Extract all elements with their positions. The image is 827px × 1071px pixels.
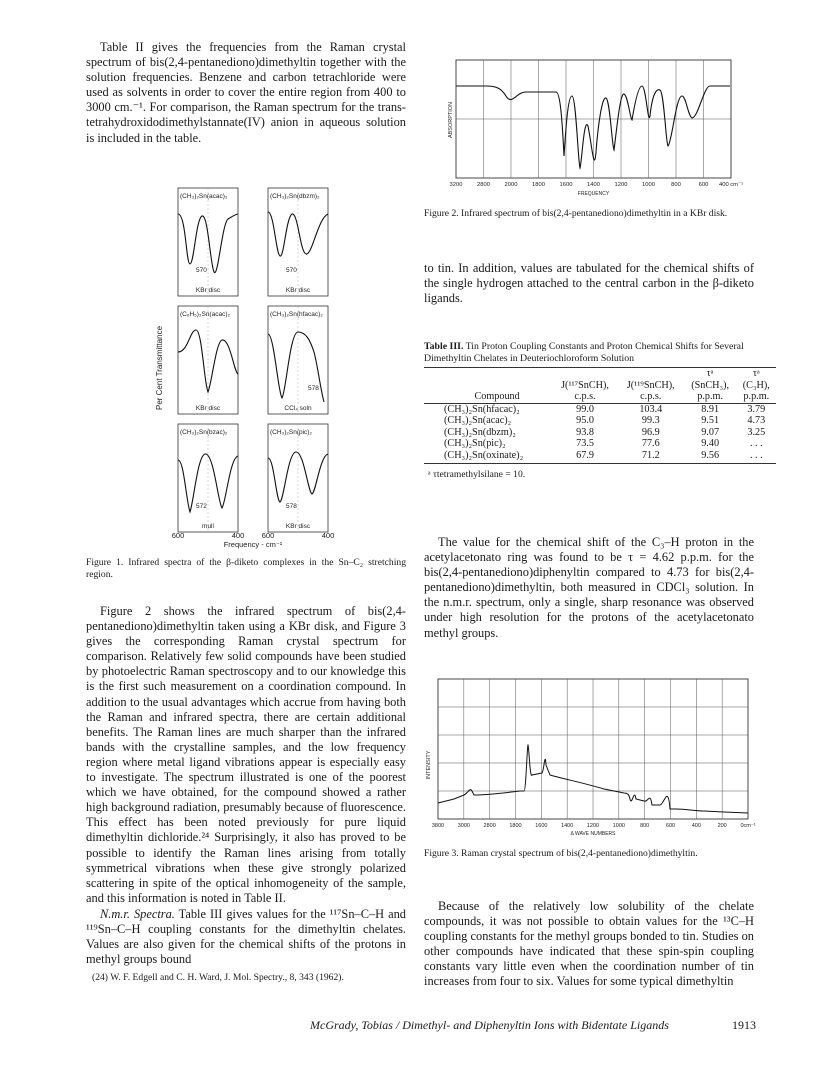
table-cell: 99.3	[641, 415, 660, 427]
figure-3-xtick: 2800	[483, 823, 496, 829]
table-3-footnote: ᵃ τtetramethylsilane = 10.	[428, 469, 526, 481]
figure-2-xtick: 1600	[559, 182, 573, 188]
figure-2-xtick: 2800	[477, 182, 490, 188]
table-cell: 93.8	[576, 426, 594, 438]
table-3-title: Table III. Tin Proton Coupling Constants and Proton Chemical Shifts for Several Dimethyltin Chelates in Deuteriochloroform Solution	[424, 341, 744, 364]
table-row	[424, 415, 776, 427]
figure-2-xtick: 1000	[642, 182, 655, 188]
spectrum-trace	[178, 214, 238, 273]
table-cell: . . .	[749, 449, 763, 461]
table-cell: (CH₃)₂Sn(dbzm)₂	[444, 426, 516, 438]
panel-medium-label: CCl₄ soln	[284, 405, 312, 412]
paragraph-chemical-shift: The value for the chemical shift of the C₃–H proton in the acetylacetonato ring was found to be τ = 4.62 p.p.m. for the bis(2,4-pentanediono)diphenyltin compared to 4.73 for bis(2,4-pentanediono)dimethyltin, both measured in CDCl₃ solution. In the n.m.r. spectrum, only a single, sharp resonance was observed under high resolution for the protons of the acetylacetonato methyl groups.	[424, 535, 754, 640]
table-cell: 8.91	[701, 403, 720, 415]
figure-2-caption: Figure 2. Infrared spectrum of bis(2,4-pentanediono)dimethyltin in a KBr disk.	[424, 208, 728, 219]
running-footer	[310, 1018, 756, 1033]
panel-medium-label: KBr disc	[195, 405, 221, 412]
figure-3-xtick: 3800	[431, 823, 445, 829]
figure-3-xtick: 3000	[457, 823, 470, 829]
figure-2-xlabel: FREQUENCY	[577, 191, 610, 197]
panel-compound-label: (CH₃)₂Sn(bzac)₂	[180, 429, 228, 436]
figure-2-xtick: 1400	[587, 182, 600, 188]
table-cell: (CH₃)₂Sn(oxinate)₂	[444, 449, 524, 461]
figure-2-xtick: 1800	[532, 182, 545, 188]
table-cell: 71.2	[641, 449, 660, 461]
figure-3-caption: Figure 3. Raman crystal spectrum of bis(2,4-pentanediono)dimethyltin.	[424, 848, 698, 859]
figure-3-xtick: 1000	[612, 823, 625, 829]
figure-2-xtick: 600	[698, 182, 709, 188]
table-cell: 77.6	[641, 438, 660, 450]
ir-panel	[268, 188, 328, 296]
figure-3-xtick: 200	[717, 823, 727, 829]
figure-1-ylabel: Per Cent Transmittance	[155, 325, 164, 411]
ir-panel	[178, 306, 238, 414]
paragraph-nmr: Table III gives values for the ¹¹⁷Sn–C–H and ¹¹⁹Sn–C–H coupling constants for the dimethyltin chelates. Values are also given for the chemical shifts of the protons in methyl groups bound	[86, 906, 407, 967]
figure-2	[446, 56, 743, 206]
paragraph-intro: Table II gives the frequencies from the Raman crystal spectrum of bis(2,4-pentanediono)dimethyltin together with the solution frequencies. Benzene and carbon tetrachloride were used as solvents in order to cover the entire region from 400 to 3000 cm.⁻¹. For comparison, the Raman spectrum for the trans-tetrahydroxidodimethylstannate(IV) anion in aqueous solution is included in the table.	[86, 40, 406, 145]
panel-compound-label: (CH₃)₂Sn(hfacac)₂	[270, 311, 323, 318]
figure-1-xtick: 600	[171, 531, 185, 540]
ir-panel	[268, 306, 328, 414]
table-cell: 67.9	[576, 449, 594, 461]
figure-1-xtick: 400	[231, 531, 245, 540]
panel-medium-label: KBr disc	[285, 287, 311, 294]
figure-2-xtick: 2000	[504, 182, 518, 188]
figure-3-xtick: 1600	[535, 823, 548, 829]
figure-3-xlabel: Δ WAVE NUMBERS	[570, 831, 616, 837]
nmr-heading: N.m.r. Spectra.	[100, 906, 175, 921]
panel-peak-label: 570	[196, 267, 207, 274]
table-cell: (CH₃)₂Sn(pic)₂	[444, 438, 506, 450]
paragraph-coupling: Because of the relatively low solubility of the chelate compounds, it was not possible to obtain values for the ¹³C–H coupling constants for the methyl groups bonded to tin. Studies on other compounds have indicated that these spin-spin coupling constants vary little even when the coordination number of tin increases from four to six. Values for some typical dimethyltin	[424, 899, 754, 989]
figure-3-ylabel: INTENSITY	[426, 750, 432, 780]
table-cell: 3.79	[747, 403, 766, 415]
figure-3-xtick: 600	[665, 823, 676, 829]
paragraph-central-carbon: to tin. In addition, values are tabulated for the chemical shifts of the single hydrogen attached to the central carbon in the β-diketo ligands.	[424, 261, 754, 306]
ir-panel	[268, 424, 328, 532]
table-3	[424, 341, 776, 480]
figure-3-xtick: 400	[691, 823, 701, 829]
table-cell: 3.25	[747, 426, 766, 438]
table-cell: 9.56	[701, 449, 720, 461]
table-cell: (CH₃)₂Sn(acac)₂	[444, 415, 512, 427]
reference-24: (24) W. F. Edgell and C. H. Ward, J. Mol. Spectry., 8, 343 (1962).	[92, 972, 344, 984]
panel-compound-label: (CH₃)₂Sn(dbzm)₂	[270, 193, 320, 200]
table-cell: 9.51	[701, 415, 720, 427]
figure-3-xtick: 0cm⁻¹	[740, 823, 756, 829]
figure-3-xtick: 1200	[586, 823, 600, 829]
table-cell: 99.0	[576, 403, 594, 415]
table-row	[424, 450, 776, 462]
table-3-col-j119: c.p.s.	[640, 391, 662, 403]
table-3-col-j117: c.p.s.	[574, 391, 596, 403]
spectrum-trace	[178, 454, 238, 512]
figure-1-xlabel: Frequency - cm⁻¹	[223, 540, 283, 549]
table-cell: 9.07	[701, 426, 720, 438]
table-cell: 73.5	[576, 438, 594, 450]
figure-1	[150, 188, 350, 548]
figure-3-plot	[424, 675, 756, 835]
running-head: McGrady, Tobias / Dimethyl- and Diphenyltin Ions with Bidentate Ligands	[310, 1018, 669, 1032]
table-cell: 9.40	[701, 438, 720, 450]
figure-1-xtick: 600	[261, 531, 275, 540]
table-cell: . . .	[749, 438, 763, 450]
table-cell: 96.9	[641, 426, 660, 438]
ir-panel	[178, 188, 238, 296]
table-3-grid: τᵃ τᵃ J(¹¹⁷SnCH), J(¹¹⁹SnCH), (SnCH₃), (C₃H), Compound c.p.s. c.p.s. p.p.m. p.p.m. (CH₃)₂Sn(hfacac)₂ 99.0 103.4 8.91 3.79 (CH₃)₂Sn(acac)₂ 95.0 99.3 9.51 4.73 (CH₃)₂Sn(dbzm)₂ 93.8 96.9 9.07 3.25 (CH₃)₂Sn(pic)₂ 73.5 77.6 9.40 . . . (CH₃)₂Sn(oxinate)₂ 67.9 71.2 9.56 . . .	[424, 367, 776, 461]
table-row	[424, 403, 776, 415]
table-3-col-tau-c3: p.p.m.	[743, 391, 770, 403]
panel-peak-label: 578	[286, 503, 297, 510]
panel-compound-label: (CH₃)₂Sn(acac)₂	[180, 193, 228, 200]
panel-compound-label: (C₆H₅)₂Sn(acac)₂	[180, 311, 231, 318]
panel-peak-label: 572	[196, 503, 207, 510]
figure-2-xtick: 1200	[614, 182, 628, 188]
figure-2-xtick: 400 cm⁻¹	[719, 182, 743, 188]
figure-3-xtick: 800	[640, 823, 650, 829]
table-3-col-tau-sn: p.p.m.	[697, 391, 723, 403]
paragraph-figure2-discussion: Figure 2 shows the infrared spectrum of bis(2,4-pentanediono)dimethyltin taken using a KBr disk, and Figure 3 gives the corresponding Raman crystal spectrum for comparison. Relatively few solid compounds have been studied by photoelectric Raman spectroscopy and to our knowledge this is the first such measurement on a coordination compound. In addition to the usual advantages which accrue from having both the Raman and infrared spectra, there are certain additional benefits. The Raman lines are much sharper than the infrared bands with the crystalline samples, and the low frequency region where metal ligand vibrations appear is especially easy to investigate. The spectrum illustrated is one of the poorest which we have obtained, for the compound showed a rather high background radiation, presumably because of fluorescence. This effect has been noted previously for pure liquid dimethyltin dichloride.²⁴ Surprisingly, it also has proved to be possible to identify the Raman lines arising from totally symmetrical vibrations when these give strongly polarized scattering in spite of the optical inhomogeneity of the sample, and this information is noted in Table II.	[86, 604, 406, 905]
panel-medium-label: KBr disc	[285, 523, 311, 530]
figure-2-ylabel: ABSORPTION	[448, 101, 454, 139]
panel-compound-label: (CH₃)₂Sn(pic)₂	[270, 429, 312, 436]
figure-3	[424, 675, 756, 835]
page-number: 1913	[732, 1018, 756, 1032]
table-cell: (CH₃)₂Sn(hfacac)₂	[444, 403, 520, 415]
figure-2-xtick: 3200	[449, 182, 463, 188]
figure-2-xtick: 800	[671, 182, 681, 188]
table-cell: 95.0	[576, 415, 594, 427]
panel-peak-label: 570	[286, 267, 297, 274]
figure-3-xtick: 1400	[561, 823, 574, 829]
panel-peak-label: 578	[308, 385, 319, 392]
figure-1-caption: Figure 1. Infrared spectra of the β-diketo complexes in the Sn–C₂ stretching region.	[86, 557, 406, 580]
panel-medium-label: mull	[202, 523, 214, 530]
figure-2-plot	[446, 56, 743, 206]
table-cell: 4.73	[747, 415, 766, 427]
figure-1-xtick: 400	[321, 531, 335, 540]
figure-2-trace	[456, 86, 730, 168]
ir-panel	[178, 424, 238, 532]
table-3-col-compound: Compound	[474, 391, 520, 403]
table-row	[424, 438, 776, 450]
table-row	[424, 427, 776, 439]
panel-medium-label: KBr disc	[195, 287, 221, 294]
table-cell: 103.4	[639, 403, 663, 415]
figure-1-plot	[150, 188, 350, 548]
figure-3-xtick: 1800	[509, 823, 522, 829]
